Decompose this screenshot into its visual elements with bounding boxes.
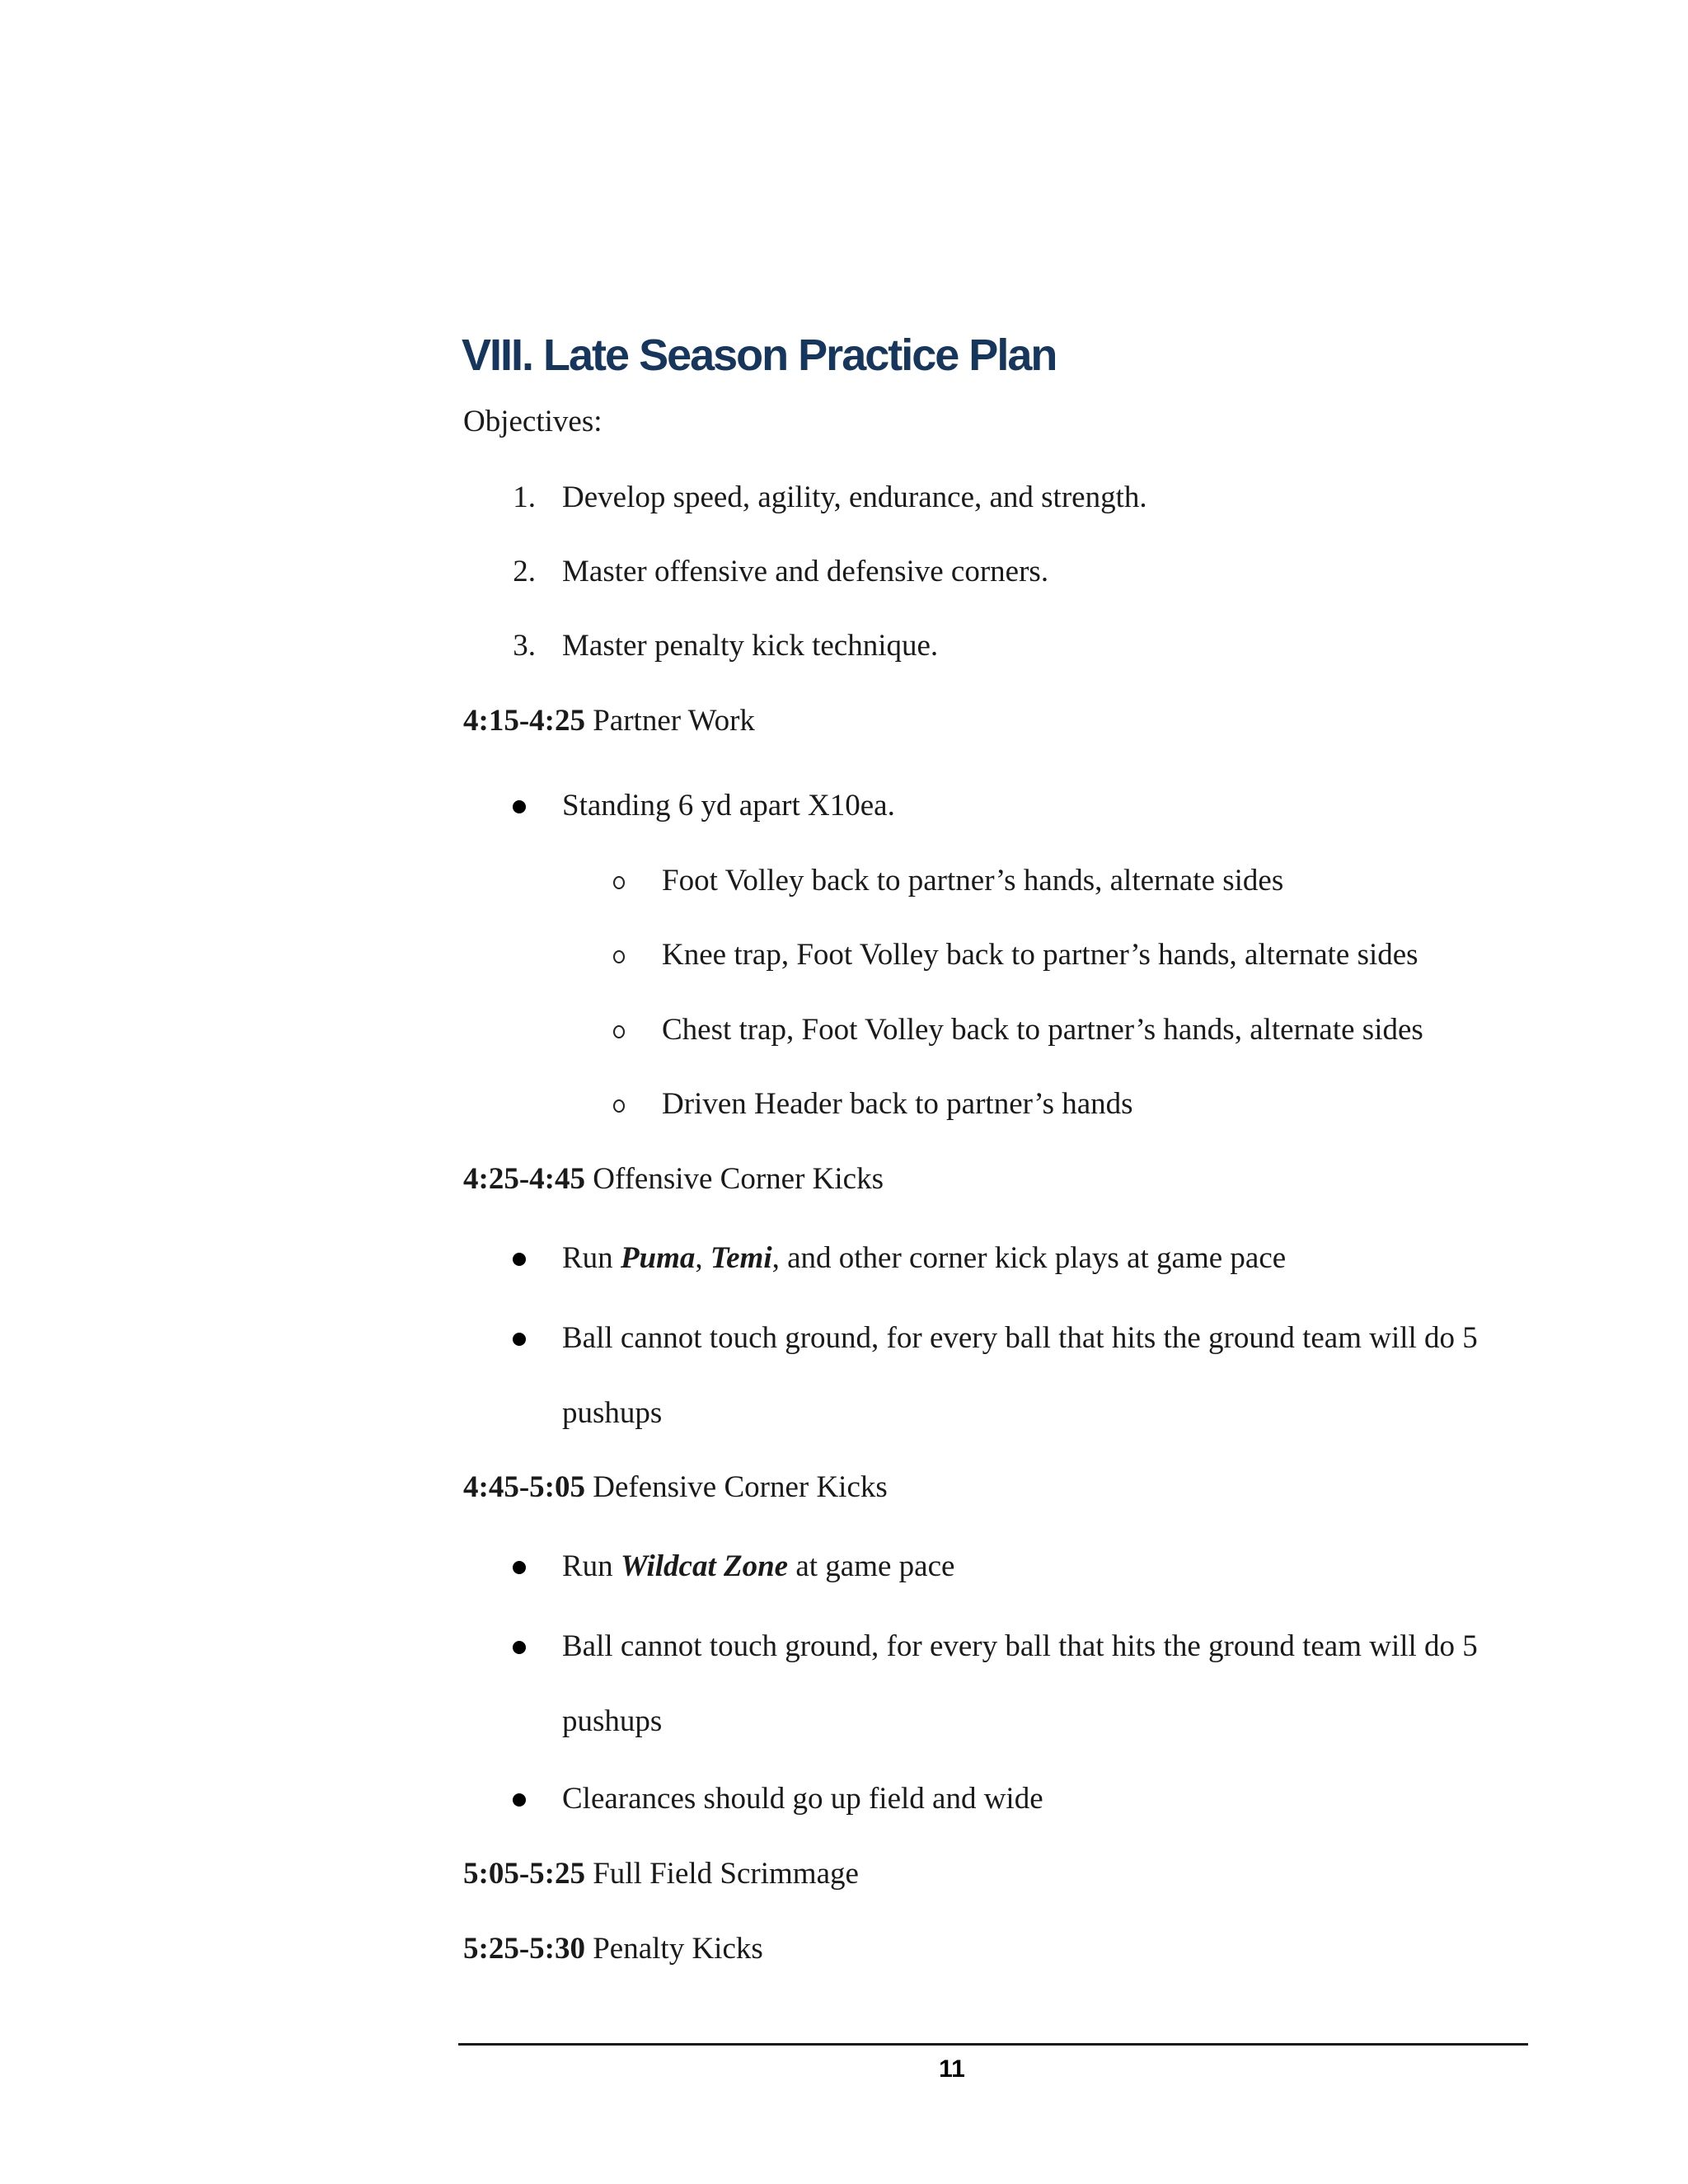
bullet-rest: at game pace (795, 1549, 955, 1583)
activity-label: Full Field Scrimmage (593, 1857, 859, 1891)
bullet-text (562, 1549, 954, 1585)
run-word: Run (562, 1241, 613, 1275)
sub-bullet-text: Driven Header back to partner’s hands (662, 1087, 1133, 1121)
schedule-entry (463, 1469, 888, 1506)
bullet-text (562, 1240, 1286, 1277)
objective-text: Develop speed, agility, endurance, and strength. (562, 480, 1147, 514)
schedule-entry (463, 703, 755, 739)
sub-bullet-text: Foot Volley back to partner’s hands, alternate sides (662, 864, 1284, 898)
bullet-text-continued: pushups (562, 1704, 663, 1738)
time-range: 5:25-5:30 (463, 1932, 585, 1966)
objective-number: 2. (513, 555, 536, 588)
bullet-text: Ball cannot touch ground, for every ball that hits the ground team will do 5 (562, 1321, 1478, 1355)
footer-divider (458, 2043, 1528, 2046)
bullet-icon (513, 1253, 526, 1266)
play-name: Temi (710, 1241, 772, 1275)
separator: , (695, 1241, 703, 1275)
time-range: 5:05-5:25 (463, 1857, 585, 1891)
sub-bullet-text: Knee trap, Foot Volley back to partner’s hands, alternate sides (662, 938, 1418, 972)
bullet-rest: , and other corner kick plays at game pace (771, 1241, 1287, 1275)
hollow-bullet-icon (613, 1025, 625, 1038)
sub-bullet-text: Chest trap, Foot Volley back to partner’s hands, alternate sides (662, 1013, 1423, 1047)
activity-label: Partner Work (593, 704, 755, 738)
time-range: 4:25-4:45 (463, 1162, 585, 1196)
bullet-icon (513, 1641, 526, 1654)
bullet-icon (513, 1793, 526, 1807)
hollow-bullet-icon (613, 1099, 625, 1113)
bullet-text: Ball cannot touch ground, for every ball that hits the ground team will do 5 (562, 1629, 1478, 1663)
schedule-entry (463, 1161, 884, 1197)
activity-label: Penalty Kicks (593, 1932, 763, 1966)
objective-number: 1. (513, 480, 536, 514)
objective-number: 3. (513, 629, 536, 663)
objectives-label: Objectives: (463, 405, 603, 438)
time-range: 4:15-4:25 (463, 704, 585, 738)
bullet-icon (513, 1333, 526, 1346)
hollow-bullet-icon (613, 876, 625, 889)
bullet-icon (513, 800, 526, 813)
bullet-icon (513, 1561, 526, 1574)
time-range: 4:45-5:05 (463, 1470, 585, 1504)
objective-text: Master offensive and defensive corners. (562, 555, 1049, 588)
activity-label: Offensive Corner Kicks (593, 1162, 884, 1196)
hollow-bullet-icon (613, 950, 625, 963)
page-title: VIII. Late Season Practice Plan (462, 330, 1057, 380)
objective-text: Master penalty kick technique. (562, 629, 939, 663)
bullet-text-continued: pushups (562, 1396, 663, 1430)
schedule-entry (463, 1931, 763, 1967)
bullet-text: Clearances should go up field and wide (562, 1782, 1043, 1816)
activity-label: Defensive Corner Kicks (593, 1470, 888, 1504)
play-name: Puma (620, 1241, 696, 1275)
bullet-text: Standing 6 yd apart X10ea. (562, 789, 895, 823)
play-name: Wildcat Zone (620, 1549, 789, 1583)
schedule-entry (463, 1856, 859, 1892)
page-number: 11 (939, 2055, 965, 2083)
run-word: Run (562, 1549, 613, 1583)
